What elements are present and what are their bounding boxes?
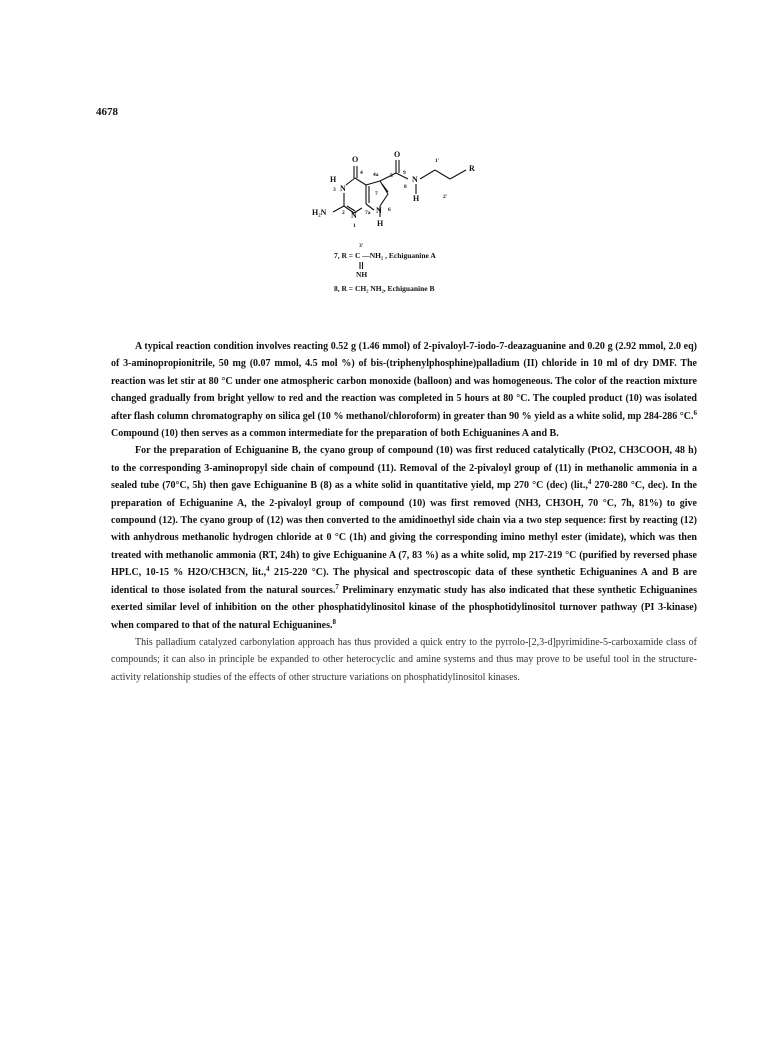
locant-5: 5 — [390, 173, 393, 179]
p2-text-a: For the preparation of Echiguanine B, the cyano group of compound (10) was first reduced catalytically (PtO2, CH3COOH, 48 h) to the corresponding 3-aminopropyl side chain of compound (11). Removal of the 2-pivaloyl group of (11) in methanolic ammonia in a sealed tube (70°C, 5h) then gave Echiguanine B (8) as a white solid in quantitative yield, mp 270 °C (dec) (lit., — [111, 445, 697, 492]
atom-n-amide: N — [412, 175, 418, 184]
locant-4a: 4a — [373, 172, 379, 178]
article-body — [111, 338, 697, 686]
legend-a-carbon: C — [354, 251, 361, 260]
atom-n3: N — [340, 184, 346, 193]
paragraph-1 — [111, 338, 697, 442]
atom-n-pyrrole: N — [376, 206, 382, 215]
citation-7: 7 — [335, 582, 339, 591]
locant-3p: 3' — [359, 243, 364, 249]
paragraph-2 — [111, 442, 697, 633]
chemical-structure-scheme — [300, 148, 520, 298]
atom-n1: N — [351, 211, 357, 220]
locant-4: 4 — [360, 170, 363, 176]
legend-a-nh: NH — [356, 270, 368, 279]
legend-a-prefix: 7, R = — [334, 251, 355, 260]
locant-2: 2 — [342, 210, 345, 216]
p2-text-c: 215-220 °C). The physical and spectroscopic data of these synthetic Echiguanines A and B are identical to those isolated from the natural sources. — [111, 567, 697, 596]
locant-1p: 1' — [435, 158, 440, 164]
locant-8: 8 — [404, 184, 407, 190]
legend-a-rest: —NH₂ , Echiguanine A — [360, 251, 436, 260]
citation-6: 6 — [693, 408, 697, 417]
structure-bonds — [300, 148, 520, 298]
citation-4a: 4 — [587, 478, 592, 487]
locant-6: 6 — [388, 207, 391, 213]
p2-text-b: 270-280 °C, dec). In the preparation of Echiguanine A, the 2-pivaloyl group of compound (10) was first removed (NH3, CH3OH, 70 °C, 7h, 81%) to give compound (12). The cyano group of (12) was then converted to the amidinoethyl side chain via a two step sequence: first by reacting (12) with anhydrous methanolic hydrogen chloride at 0 °C (1h) and giving the corresponding imino methyl ester (imidate), which was then treated with methanolic ammonia (RT, 24h) to give Echiguanine A (7, 83 %) as a white solid, mp 217-219 °C (purified by reversed phase HPLC, 10-15 % H2O/CH3CN, lit., — [111, 480, 697, 579]
paragraph-3: This palladium catalyzed carbonylation approach has thus provided a quick entry to the pyrrolo-[2,3-d]pyrimidine-5-carboxamide class of compounds; it can also in principle be expanded to other heterocyclic and amine systems and thus may prove to be useful tool in the structure-activity relationship studies of the effects of other structure variations on phosphatidylinositol kinases. — [111, 636, 697, 683]
citation-8: 8 — [332, 617, 336, 626]
citation-4b: 4 — [266, 565, 270, 574]
legend-echiguanine-b: 8, R = CH₂ NH₂, Echiguanine B — [334, 284, 435, 293]
atom-h2n: H₂N — [312, 208, 327, 217]
atom-h-n3: H — [330, 175, 337, 184]
legend-echiguanine-a — [334, 252, 436, 260]
locant-7: 7 — [375, 191, 378, 197]
p2-text-d: Preliminary enzymatic study has also indicated that these synthetic Echiguanines exerted similar level of inhibition on the other phosphatidylinositol kinase of the phosphotidylinositol turnover pathway (PI 3-kinase) when compared to that of the natural Echiguanines. — [111, 584, 697, 631]
locant-7a: 7a — [365, 210, 371, 216]
atom-h-amide: H — [413, 194, 420, 203]
atom-h-pyrrole: H — [377, 219, 384, 228]
locant-1: 1 — [353, 223, 356, 229]
page-number: 4678 — [96, 106, 118, 118]
locant-9: 9 — [403, 170, 406, 176]
atom-o4: O — [352, 155, 359, 164]
locant-2p: 2' — [443, 194, 448, 200]
locant-3: 3 — [333, 187, 336, 193]
p1-text-a: A typical reaction condition involves reacting 0.52 g (1.46 mmol) of 2-pivaloyl-7-iodo-7-deazaguanine and 0.20 g (2.92 mmol, 2.0 eq) of 3-aminopropionitrile, 50 mg (0.07 mmol, 4.5 mol %) of bis-(triphenylphosphine)palladium (II) chloride in 10 ml of dry DMF. The reaction was let stir at 80 °C under one atmospheric carbon monoxide (balloon) and was homogeneous. The color of the reaction mixture changed gradually from bright yellow to red and the reaction was completed in 5 hours at 80 °C. The coupled product (10) was isolated after flash column chromatography on silica gel (10 % methanol/chloroform) in greater than 90 % yield as a white solid, mp 284-286 °C. — [111, 341, 697, 422]
atom-o-amide: O — [394, 150, 401, 159]
atom-r: R — [469, 164, 475, 173]
p1-text-b: Compound (10) then serves as a common intermediate for the preparation of both Echiguanines A and B. — [111, 428, 559, 440]
